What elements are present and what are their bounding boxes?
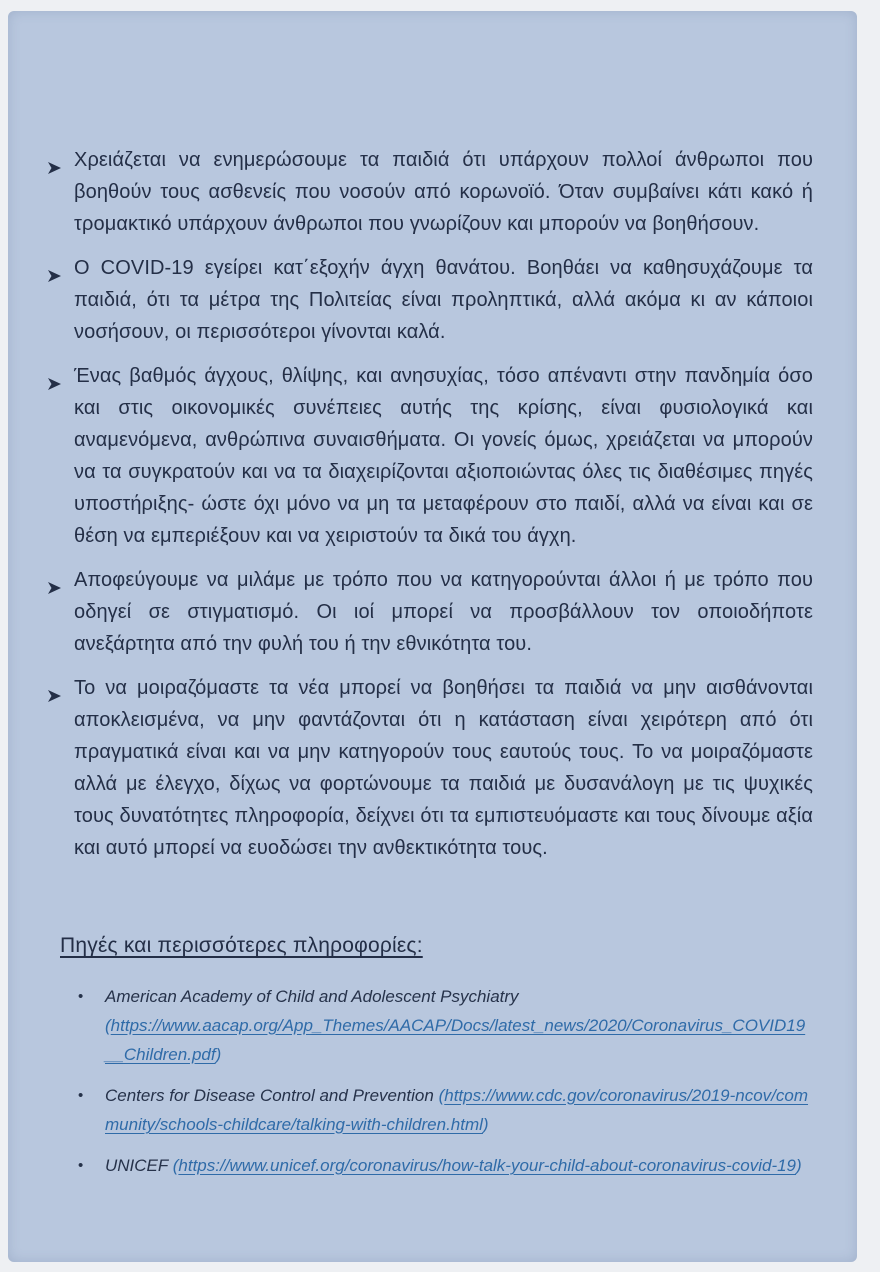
source-link[interactable]: https://www.cdc.gov/coronavirus/2019-ncov/community/schools-childcare/talking-with-children.html: [105, 1086, 809, 1134]
dot-bullet-icon: •: [78, 1157, 84, 1174]
dot-bullet-icon: •: [78, 988, 84, 1005]
dot-bullet-icon: •: [78, 1087, 84, 1104]
bullet-text: Ο COVID-19 εγείρει κατ΄εξοχήν άγχη θανάτου. Βοηθάει να καθησυχάζουμε τα παιδιά, ότι τα μέτρα της Πολιτείας είναι προληπτικά, αλλά ακόμα κι αν κάποιοι νοσήσουν, οι περισσότεροι γίνονται καλά.: [74, 257, 813, 343]
source-link[interactable]: https://www.aacap.org/App_Themes/AACAP/Docs/latest_news/2020/Coronavirus_COVID19__Children.pdf: [105, 1016, 806, 1064]
sources-list: [78, 982, 813, 1180]
bullet-item: [54, 672, 813, 864]
source-name: American Academy of Child and Adolescent Psychiatry: [105, 987, 519, 1006]
source-name: UNICEF: [105, 1156, 168, 1175]
bullet-item: [54, 564, 813, 660]
bullet-text: Χρειάζεται να ενημερώσουμε τα παιδιά ότι υπάρχουν πολλοί άνθρωποι που βοηθούν τους ασθενείς που νοσούν από κορωνοϊό. Όταν συμβαίνει κάτι κακό ή τρομακτικό υπάρχουν άνθρωποι που γνωρίζουν και μπορούν να βοηθήσουν.: [74, 149, 813, 235]
arrowhead-bullet-icon: [48, 573, 62, 587]
bullet-item: [54, 144, 813, 240]
bullet-text: Το να μοιραζόμαστε τα νέα μπορεί να βοηθήσει τα παιδιά να μην αισθάνονται αποκλεισμένα, να μην φαντάζονται ότι η κατάσταση είναι χειρότερη από ότι πραγματικά είναι και να μην κατηγορούν τους εαυτούς τους. Το να μοιραζόμαστε αλλά με έλεγχο, δίχως να φορτώνουμε τα παιδιά με δυσανάλογη με τις ψυχικές τους δυνατότητες πληροφορία, δείχνει ότι τα εμπιστευόμαστε και τους δίνουμε αξία και αυτό μπορεί να ευοδώσει την ανθεκτικότητα τους.: [74, 677, 813, 859]
bullet-text: Αποφεύγουμε να μιλάμε με τρόπο που να κατηγορούνται άλλοι ή με τρόπο που οδηγεί σε στιγματισμό. Οι ιοί μπορεί να προσβάλλουν τον οποιοδήποτε ανεξάρτητα από την φυλή του ή την εθνικότητα του.: [74, 569, 813, 655]
bullet-text: Ένας βαθμός άγχους, θλίψης, και ανησυχίας, τόσο απέναντι στην πανδημία όσο και στις οικονομικές συνέπειες αυτής της κρίσης, είναι φυσιολογικά και αναμενόμενα, ανθρώπινα συναισθήματα. Οι γονείς όμως, χρειάζεται να μπορούν να τα συγκρατούν και να τα διαχειρίζονται αξιοποιώντας όλες τις διαθέσιμες πηγές υποστήριξης- ώστε όχι μόνο να μη τα μεταφέρουν στο παιδί, αλλά να είναι και σε θέση να εμπεριέξουν και να χειριστούν τα δικά του άγχη.: [74, 365, 813, 547]
source-link-wrap: [105, 1011, 813, 1069]
sources-heading: Πηγές και περισσότερες πληροφορίες:: [60, 934, 423, 957]
open-paren: (: [172, 1156, 179, 1175]
source-item: [78, 982, 813, 1069]
close-paren: ): [215, 1045, 222, 1064]
document-page: [8, 11, 857, 1262]
close-paren: ): [482, 1115, 489, 1134]
bullet-item: [54, 360, 813, 552]
open-paren: (: [105, 1016, 111, 1035]
bullet-list: [46, 144, 813, 864]
arrowhead-bullet-icon: [48, 153, 62, 167]
arrowhead-bullet-icon: [48, 369, 62, 383]
bullet-item: [54, 252, 813, 348]
source-link-wrap: [173, 1156, 802, 1175]
source-name: Centers for Disease Control and Prevention: [105, 1086, 434, 1105]
source-link[interactable]: https://www.unicef.org/coronavirus/how-talk-your-child-about-coronavirus-covid-19: [178, 1156, 797, 1175]
arrowhead-bullet-icon: [48, 681, 62, 695]
arrowhead-bullet-icon: [48, 261, 62, 275]
close-paren: ): [796, 1156, 802, 1175]
source-item: [78, 1151, 813, 1180]
open-paren: (: [438, 1086, 445, 1105]
source-item: [78, 1081, 813, 1139]
